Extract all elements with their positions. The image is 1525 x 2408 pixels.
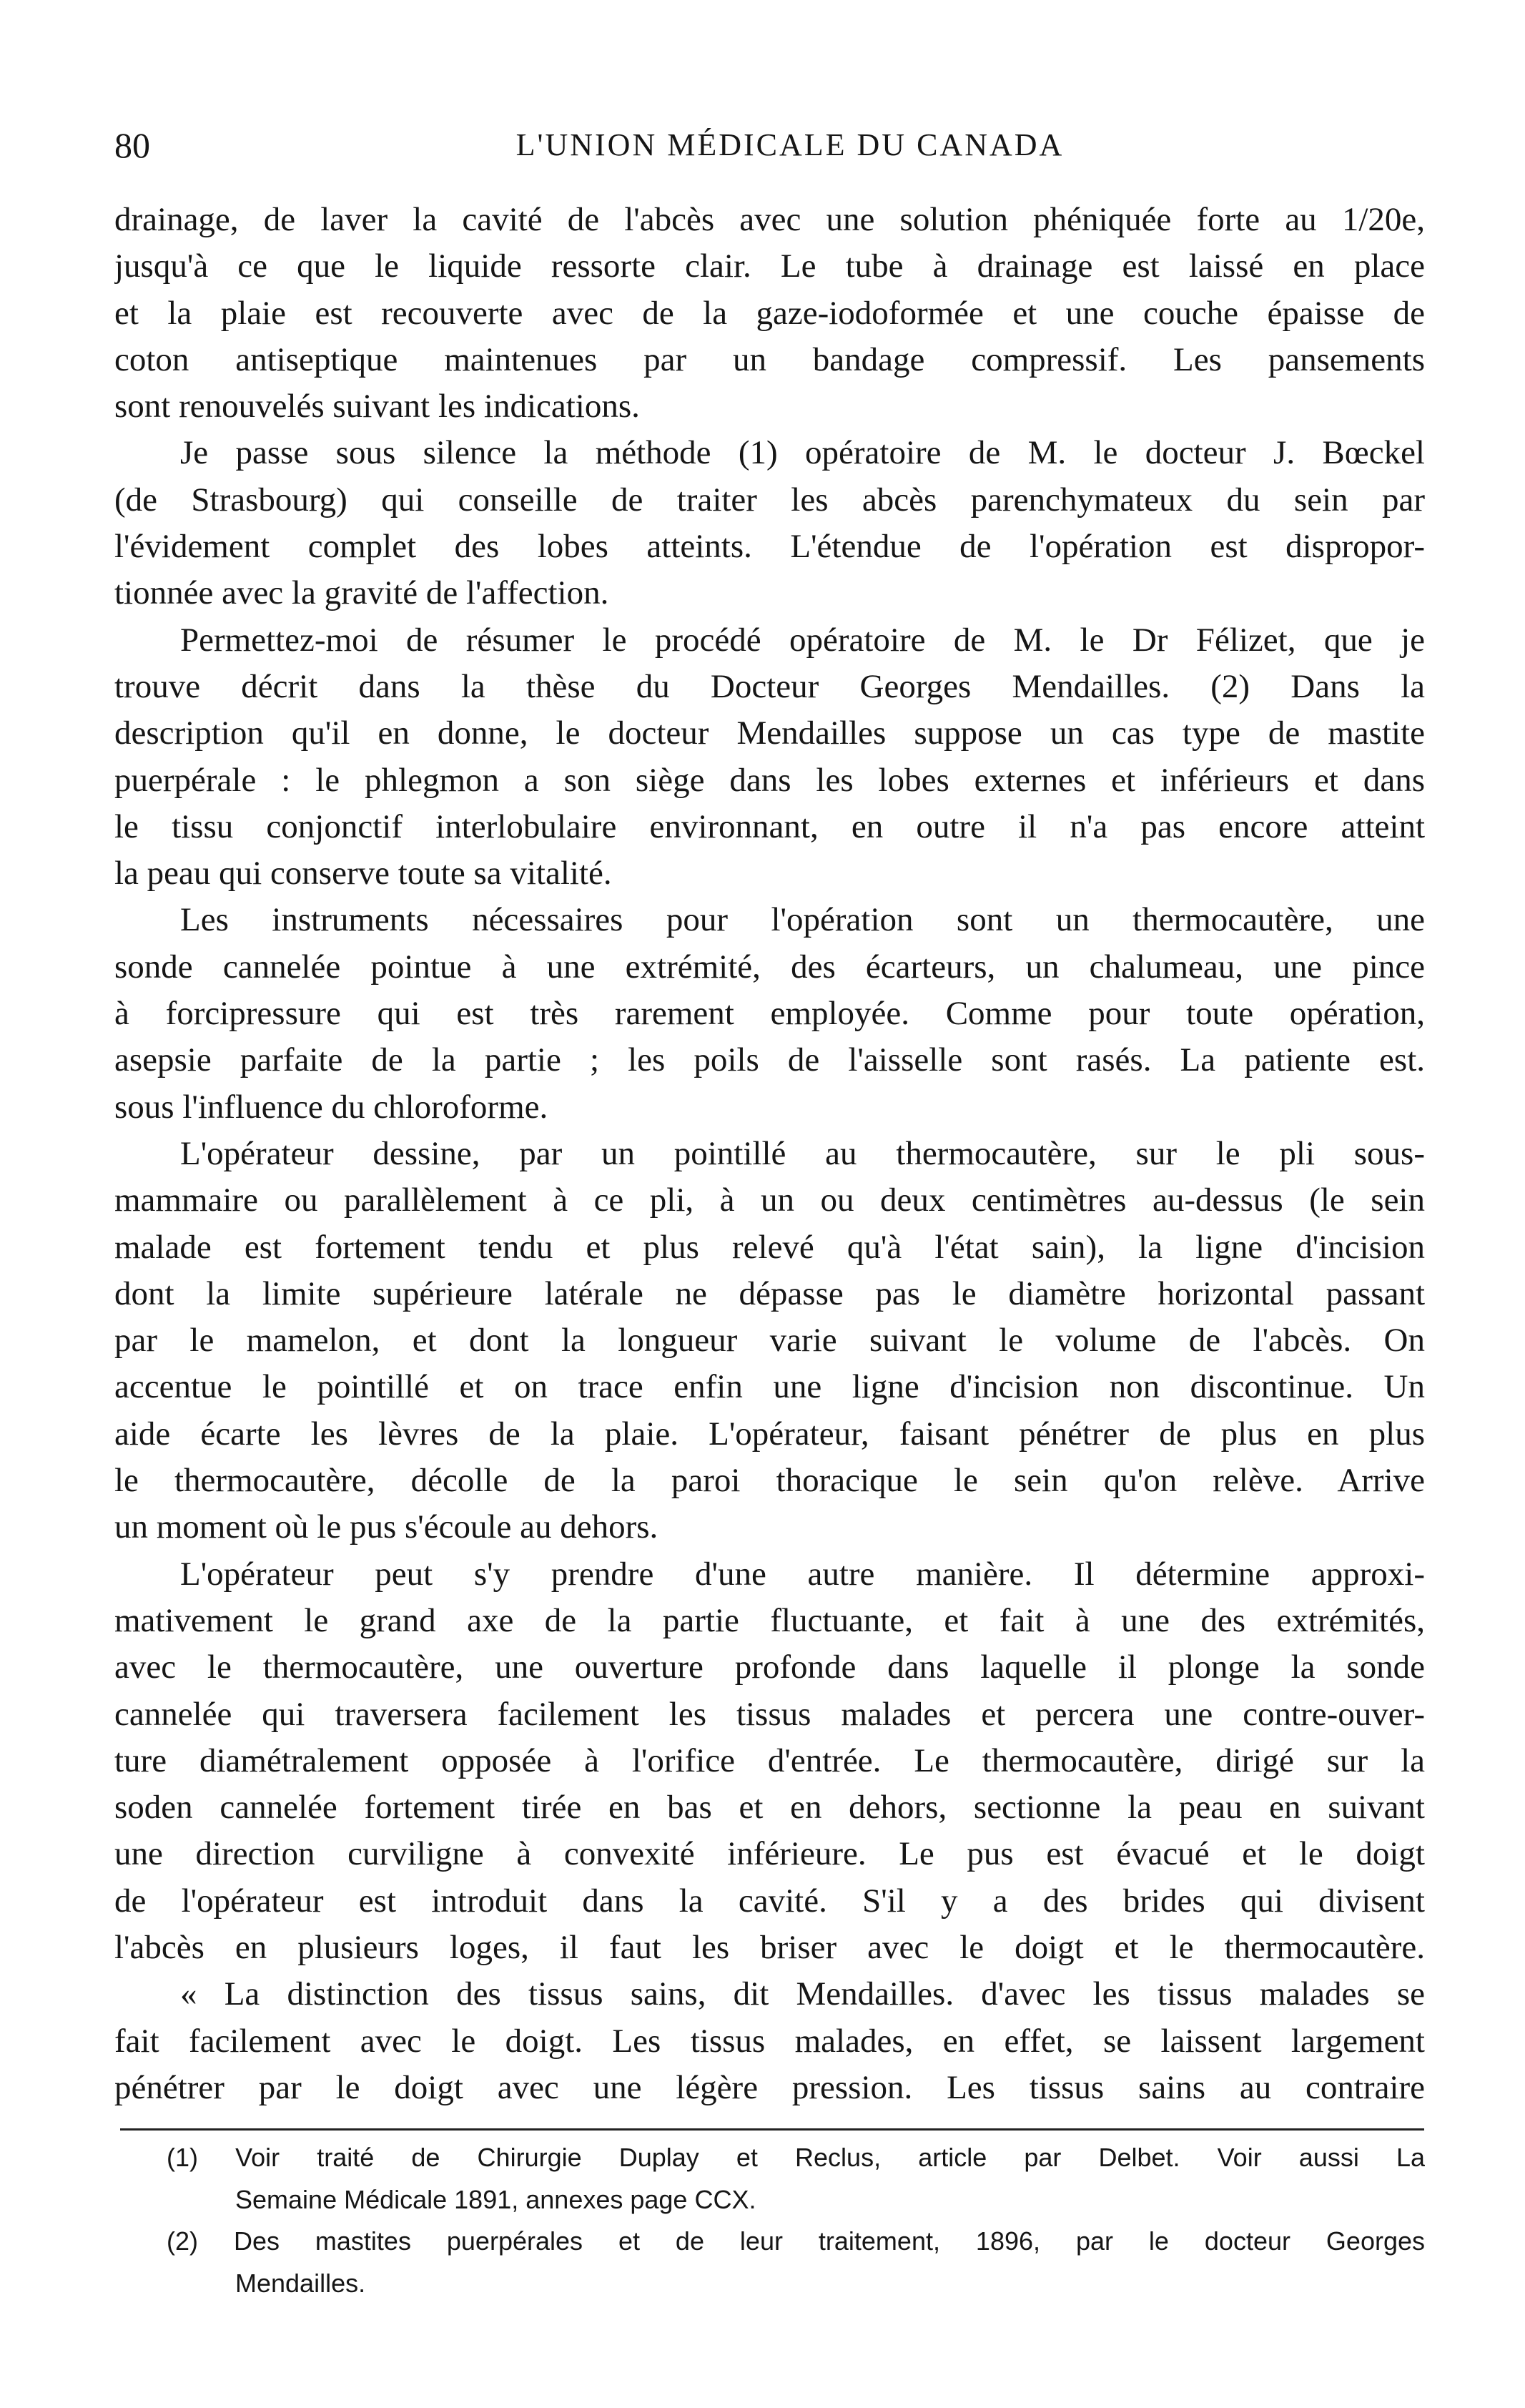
text-line: aide écarte les lèvres de la plaie. L'opérateur, faisant pénétrer de plus en plus	[114, 1415, 1425, 1453]
text-line: par le mamelon, et dont la longueur varie suivant le volume de l'abcès. On	[114, 1322, 1425, 1360]
text-line: puerpérale : le phlegmon a son siège dans les lobes externes et inférieurs et dans	[114, 761, 1425, 799]
page-header	[114, 120, 1423, 170]
text-line: un moment où le pus s'écoule au dehors.	[114, 1508, 658, 1546]
footnote-1-continued: Semaine Médicale 1891, annexes page CCX.	[235, 2184, 756, 2214]
text-line: coton antiseptique maintenues par un bandage compressif. Les pansements	[114, 340, 1425, 378]
text-line: L'opérateur dessine, par un pointillé au thermocautère, sur le pli sous-	[180, 1134, 1425, 1172]
running-title: L'UNION MÉDICALE DU CANADA	[515, 127, 1065, 162]
text-line: tionnée avec la gravité de l'affection.	[114, 574, 609, 612]
footnote-1: (1) Voir traité de Chirurgie Duplay et Reclus, article par Delbet. Voir aussi La	[167, 2143, 1425, 2172]
text-line: jusqu'à ce que le liquide ressorte clair. Le tube à drainage est laissé en place	[114, 247, 1425, 285]
text-line: l'évidement complet des lobes atteints. L'étendue de l'opération est dispropor-	[114, 528, 1425, 566]
text-line: et la plaie est recouverte avec de la gaze-iodoformée et une couche épaisse de	[114, 294, 1425, 332]
text-line: le thermocautère, décolle de la paroi thoracique le sein qu'on relève. Arrive	[114, 1462, 1425, 1500]
footnote-2: (2) Des mastites puerpérales et de leur traitement, 1896, par le docteur Georges	[167, 2226, 1425, 2256]
text-line: Je passe sous silence la méthode (1) opératoire de M. le docteur J. Bœckel	[180, 434, 1425, 472]
text-line: une direction curviligne à convexité inférieure. Le pus est évacué et le doigt	[114, 1835, 1425, 1873]
text-line: ture diamétralement opposée à l'orifice d'entrée. Le thermocautère, dirigé sur la	[114, 1741, 1425, 1779]
body-text	[114, 197, 1425, 2111]
text-line: l'abcès en plusieurs loges, il faut les briser avec le doigt et le thermocautère.	[114, 1928, 1425, 1966]
text-line: malade est fortement tendu et plus relevé qu'à l'état sain), la ligne d'incision	[114, 1228, 1425, 1266]
text-line: avec le thermocautère, une ouverture profonde dans laquelle il plonge la sonde	[114, 1648, 1425, 1686]
page-number: 80	[114, 125, 150, 165]
footnote-2-continued: Mendailles.	[235, 2268, 366, 2298]
text-line: mativement le grand axe de la partie fluctuante, et fait à une des extrémités,	[114, 1601, 1425, 1639]
text-line: asepsie parfaite de la partie ; les poils de l'aisselle sont rasés. La patiente est.	[114, 1041, 1425, 1079]
text-line: cannelée qui traversera facilement les tissus malades et percera une contre-ouver-	[114, 1695, 1425, 1733]
footnote-separator	[120, 2128, 1424, 2131]
text-line: Les instruments nécessaires pour l'opération sont un thermocautère, une	[180, 901, 1425, 939]
text-line: L'opérateur peut s'y prendre d'une autre manière. Il détermine approxi-	[180, 1555, 1425, 1593]
text-line: soden cannelée fortement tirée en bas et en dehors, sectionne la peau en suivant	[114, 1789, 1425, 1827]
text-line: drainage, de laver la cavité de l'abcès avec une solution phéniquée forte au 1/20e,	[114, 201, 1425, 238]
text-line: sont renouvelés suivant les indications.	[114, 388, 640, 426]
text-line: dont la limite supérieure latérale ne dépasse pas le diamètre horizontal passant	[114, 1274, 1425, 1312]
text-line: description qu'il en donne, le docteur Mendailles suppose un cas type de mastite	[114, 714, 1425, 752]
text-line: fait facilement avec le doigt. Les tissus malades, en effet, se laissent largement	[114, 2022, 1425, 2060]
text-line: « La distinction des tissus sains, dit Mendailles. d'avec les tissus malades se	[180, 1975, 1425, 2013]
text-line: de l'opérateur est introduit dans la cavité. S'il y a des brides qui divisent	[114, 1882, 1425, 1920]
text-line: à forcipressure qui est très rarement employée. Comme pour toute opération,	[114, 995, 1425, 1033]
text-line: mammaire ou parallèlement à ce pli, à un ou deux centimètres au-dessus (le sein	[114, 1181, 1425, 1219]
footnotes	[167, 2137, 1425, 2304]
text-line: la peau qui conserve toute sa vitalité.	[114, 855, 612, 893]
text-line: trouve décrit dans la thèse du Docteur Georges Mendailles. (2) Dans la	[114, 667, 1425, 705]
text-line: pénétrer par le doigt avec une légère pression. Les tissus sains au contraire	[114, 2068, 1425, 2106]
text-line: le tissu conjonctif interlobulaire environnant, en outre il n'a pas encore atteint	[114, 807, 1425, 845]
text-line: accentue le pointillé et on trace enfin une ligne d'incision non discontinue. Un	[114, 1368, 1425, 1406]
text-line: sous l'influence du chloroforme.	[114, 1088, 548, 1126]
text-line: (de Strasbourg) qui conseille de traiter les abcès parenchymateux du sein par	[114, 481, 1425, 519]
text-line: sonde cannelée pointue à une extrémité, des écarteurs, un chalumeau, une pince	[114, 948, 1425, 986]
text-line: Permettez-moi de résumer le procédé opératoire de M. le Dr Félizet, que je	[180, 621, 1425, 659]
